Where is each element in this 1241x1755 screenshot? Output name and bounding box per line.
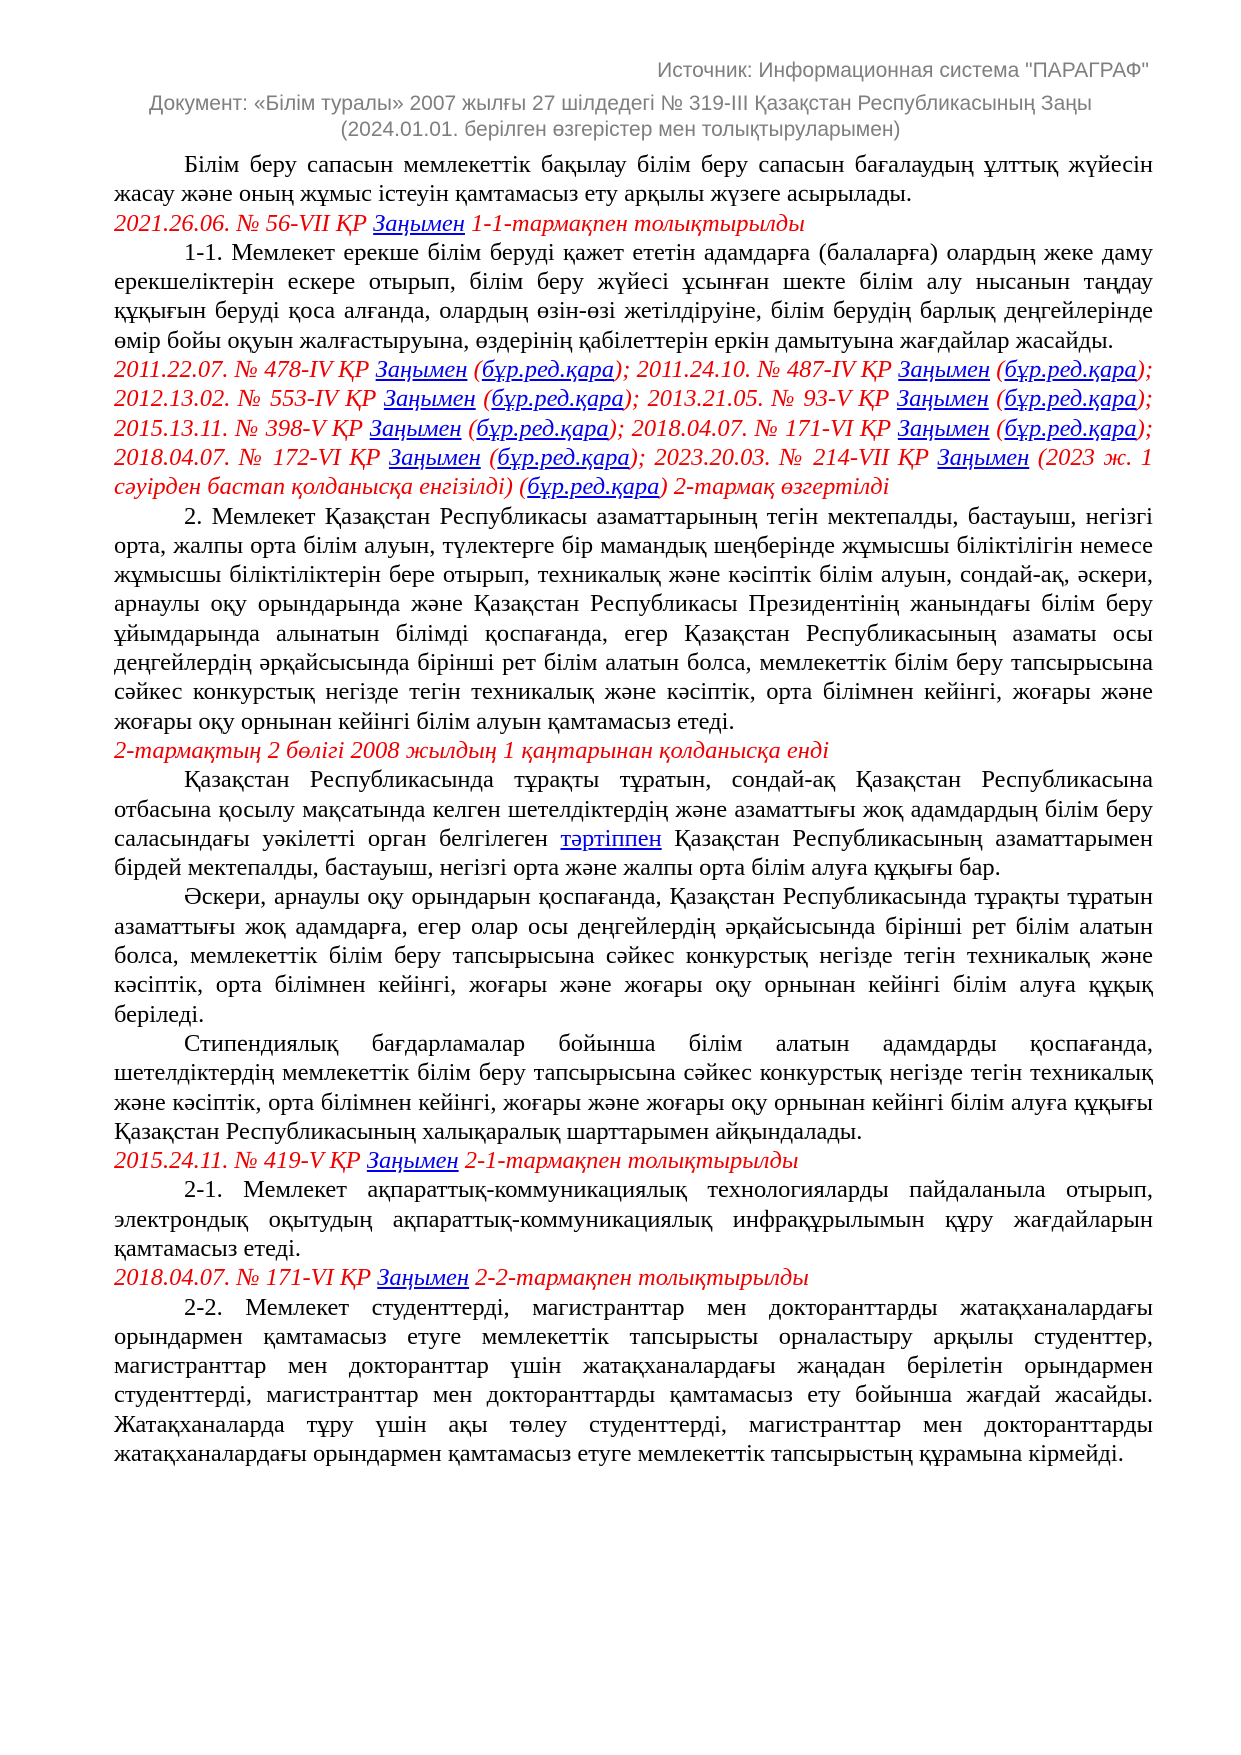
text-run: 2. Мемлекет Қазақстан Республикасы азаматтарының тегін мектепалды, бастауыш, негізгі орта, жалпы орта білім алуын, түлектерге бір мамандық шеңберінде жұмысшы біліктілігін немесе жұмысшы біліктіліктерін бере отырып, техникалық және кәсіптік білім алуын, сондай-ақ, әскери, арнаулы оқу орындарында және Қазақстан Республикасы Президентінің жанындағы білім беру ұйымдарында алынатын білімді қоспағанда, егер Қазақстан Республикасының азаматы осы деңгейлердің әрқайсысында бірінші рет білім алатын болса, мемлекеттік білім беру тапсырысына сәйкес конкурстық негізде тегін техникалық және кәсіптік, орта білімнен кейінгі, жоғары және жоғары оқу орнынан кейінгі білім алуын қамтамасыз етеді. — [114, 502, 1153, 735]
text-run: ( — [467, 356, 482, 384]
law-link[interactable]: Заңымен — [388, 443, 481, 471]
text-run: Білім беру сапасын мемлекеттік бақылау білім беру сапасын бағалаудың ұлттық жүйесін жасау және оның жұмыс істеуін қамтамасыз ету арқылы жүзеге асырылады. — [114, 151, 1153, 208]
document-body — [0, 150, 1241, 1468]
law-link[interactable]: бұр.ред.қара — [491, 385, 624, 413]
document-subtitle: (2024.01.01. берілген өзгерістер мен толықтыруларымен) — [340, 118, 901, 141]
text-run: ); 2018.04.07. № 172-VI ҚР — [114, 414, 1153, 471]
text-run: Қазақстан Республикасында тұрақты тұратын, сондай-ақ Қазақстан Республикасына отбасына қосылу мақсатында келген шетелдіктердің және азаматтығы жоқ адамдардың білім беру саласындағы уәкілетті орган белгілеген — [114, 766, 1153, 852]
text-run: ); 2015.13.11. № 398-V ҚР — [114, 385, 1153, 442]
text-run: 2-тармақтың 2 бөлігі 2008 жылдың 1 қаңтарынан қолданысқа енді — [114, 736, 830, 764]
text-run: ); 2023.20.03. № 214-VII ҚР — [629, 443, 938, 471]
text-run: ); 2012.13.02. № 553-IV ҚР — [114, 356, 1153, 413]
law-link[interactable]: Заңымен — [898, 356, 991, 384]
body-paragraph — [114, 1029, 1153, 1146]
body-paragraph — [114, 238, 1153, 355]
text-run: ( — [990, 356, 1005, 384]
body-paragraph — [114, 1175, 1153, 1263]
text-run: 2021.26.06. № 56-VII ҚР — [114, 209, 374, 237]
text-run: Қазақстан Республикасының азаматтарымен бірдей мектепалды, бастауыш, негізгі орта және жалпы орта білім алуға құқығы бар. — [114, 824, 1153, 882]
text-run: 2011.22.07. № 478-IV ҚР — [114, 356, 376, 384]
text-run: 2015.24.11. № 419-V ҚР — [114, 1147, 367, 1175]
law-link[interactable]: Заңымен — [369, 414, 462, 442]
law-link[interactable]: бұр.ред.қара — [481, 356, 615, 384]
text-run: Әскери, арнаулы оқу орындарын қоспағанда, Қазақстан Республикасында тұрақты тұратын азаматтығы жоқ адамдарға, егер олар осы деңгейлердің әрқайсысында бірінші рет білім алатын болса, мемлекеттік білім беру тапсырысына сәйкес конкурстық негізде тегін техникалық және кәсіптік, орта білімнен кейінгі, жоғары және жоғары оқу орнынан кейінгі білім алуға құқық беріледі. — [114, 883, 1153, 1028]
text-run: 2-2-тармақпен толықтырылды — [469, 1264, 809, 1292]
law-link[interactable]: Заңымен — [937, 443, 1030, 471]
law-link[interactable]: Заңымен — [366, 1147, 459, 1175]
law-link[interactable]: бұр.ред.қара — [1004, 385, 1137, 413]
text-run: 2-1-тармақпен толықтырылды — [458, 1147, 799, 1175]
text-run: ); 2018.04.07. № 171-VI ҚР — [608, 414, 898, 442]
law-link[interactable]: бұр.ред.қара — [1004, 356, 1137, 384]
law-link[interactable]: Заңымен — [383, 385, 476, 413]
text-run: ( — [461, 414, 477, 442]
text-run: 2-2. Мемлекет студенттерді, магистранттар мен докторанттарды жатақханалардағы орындармен қамтамасыз етуге мемлекеттік тапсырысты орналастыру арқылы студенттер, магистранттар мен докторанттар үшін жатақханалардағы жаңадан берілетін орындармен студенттерді, магистранттар мен докторанттарды қамтамасыз ету бойынша жағдай жасайды. Жатақханаларда тұру үшін ақы төлеу студенттерді, магистранттар мен докторанттарды жатақханалардағы орындармен қамтамасыз етуге мемлекеттік тапсырыстың құрамына кірмейді. — [114, 1293, 1153, 1468]
body-paragraph — [114, 765, 1153, 882]
document-title: Документ: «Білім туралы» 2007 жылғы 27 шілдедегі № 319-III Қазақстан Республикасының Заңы — [149, 92, 1092, 115]
body-paragraph — [114, 1293, 1153, 1469]
law-link[interactable]: Заңымен — [896, 385, 989, 413]
text-run: 1-1. Мемлекет ерекше білім беруді қажет ететін адамдарға (балаларға) олардың жеке даму ерекшеліктерін ескере отырып, білім беру жүйесі ұсынған шекте білім алу нысанын таңдау құқығын беруді қоса алғанда, олардың өзін-өзі жетілдіруіне, білім берудің барлық деңгейлерінде өмір бойы оқуын жалғастыруына, өздерінің қабілеттерін еркін дамытуына жағдайлар жасайды. — [114, 238, 1153, 354]
amendment-note — [114, 355, 1153, 501]
body-paragraph — [114, 882, 1153, 1028]
law-link[interactable]: бұр.ред.қара — [1004, 414, 1137, 442]
text-run: (2023 ж. 1 сәуірден бастап қолданысқа енгізілді) ( — [114, 443, 1153, 501]
text-run: ( — [988, 385, 1005, 413]
text-run: ); 2011.24.10. № 487-IV ҚР — [614, 356, 899, 384]
text-run: ); 2013.21.05. № 93-V ҚР — [623, 385, 897, 413]
text-run: ( — [989, 414, 1005, 442]
law-link[interactable]: тәртіппен — [560, 824, 662, 852]
source-line: Источник: Информационная система "ПАРАГРАФ" — [657, 59, 1149, 82]
text-run: 1-1-тармақпен толықтырылды — [464, 209, 805, 237]
body-paragraph — [114, 150, 1153, 209]
text-run: ( — [480, 443, 498, 471]
law-link[interactable]: Заңымен — [377, 1264, 470, 1292]
amendment-note — [114, 1146, 1153, 1175]
law-link[interactable]: Заңымен — [897, 414, 990, 442]
law-link[interactable]: бұр.ред.қара — [476, 414, 609, 442]
text-run: ( — [475, 385, 492, 413]
text-run: ) 2-тармақ өзгертілді — [659, 473, 890, 501]
law-link[interactable]: бұр.ред.қара — [497, 443, 630, 471]
amendment-note — [114, 209, 1153, 238]
document-header — [0, 0, 1241, 143]
text-run: Стипендиялық бағдарламалар бойынша білім алатын адамдарды қоспағанда, шетелдіктердің мемлекеттік білім беру тапсырысына сәйкес конкурстық негізде тегін техникалық және кәсіптік, орта білімнен кейінгі, жоғары және жоғары оқу орнынан кейінгі білім алуға құқығы Қазақстан Республикасының халықаралық шарттарымен айқындалады. — [114, 1029, 1153, 1145]
body-paragraph — [114, 502, 1153, 736]
text-run: 2018.04.07. № 171-VI ҚР — [114, 1264, 378, 1292]
amendment-note — [114, 1263, 1153, 1292]
law-link[interactable]: бұр.ред.қара — [527, 473, 660, 501]
law-link[interactable]: Заңымен — [373, 209, 465, 237]
amendment-note — [114, 736, 1153, 765]
text-run: 2-1. Мемлекет ақпараттық-коммуникациялық технологияларды пайдаланыла отырып, электрондық оқытудың ақпараттық-коммуникациялық инфрақұрылымын құру жағдайларын қамтамасыз етеді. — [114, 1176, 1153, 1262]
law-link[interactable]: Заңымен — [375, 356, 468, 384]
